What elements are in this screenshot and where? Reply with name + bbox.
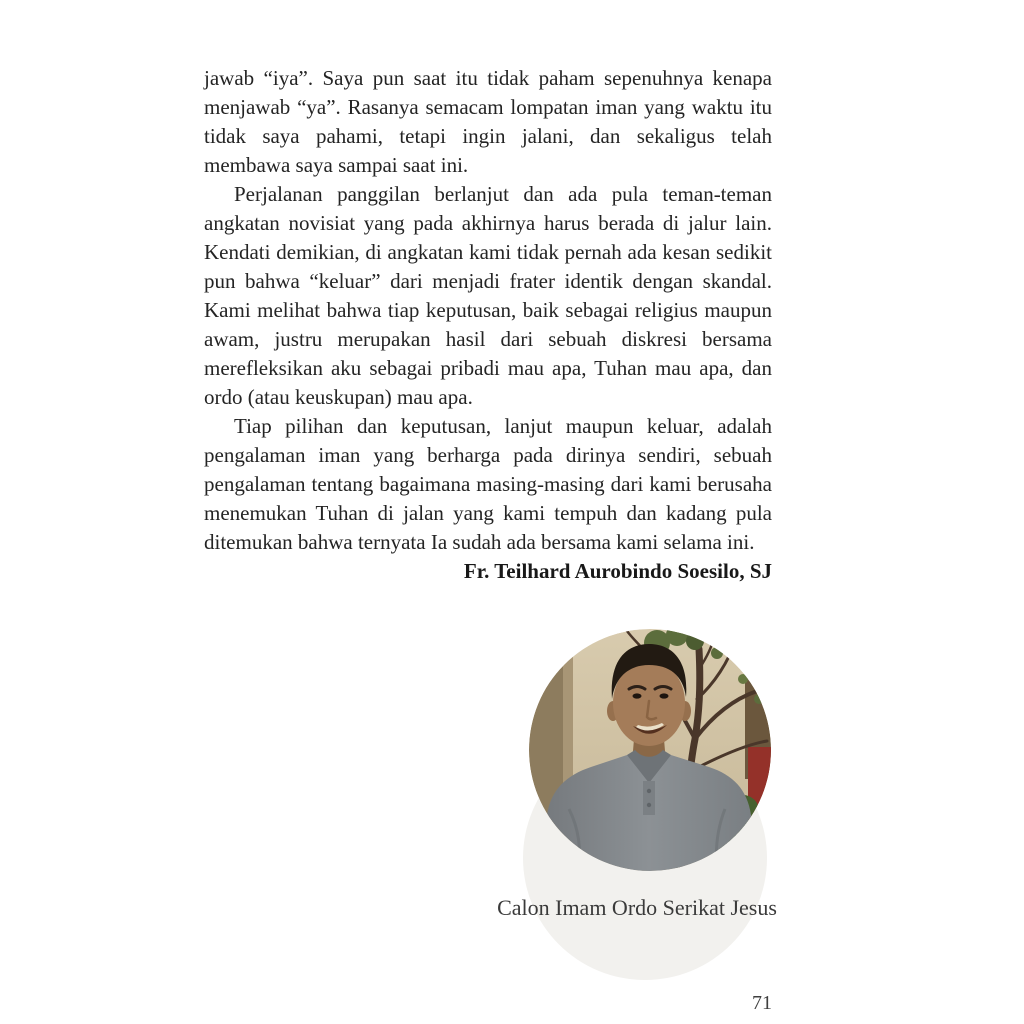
paragraph-1: jawab “iya”. Saya pun saat itu tidak paham sepenuhnya kenapa menjawab “ya”. Rasanya semacam lompatan iman yang waktu itu tidak saya pahami, tetapi ingin jalani, dan sekaligus telah membawa saya sampai saat ini. bbox=[204, 66, 772, 177]
body-text bbox=[204, 64, 772, 586]
portrait-photo bbox=[529, 629, 771, 871]
page-number: 71 bbox=[752, 992, 772, 1014]
author-signature: Fr. Teilhard Aurobindo Soesilo, SJ bbox=[463, 559, 772, 583]
paragraph-3: Tiap pilihan dan keputusan, lanjut maupun keluar, adalah pengalaman iman yang berharga pada dirinya sendiri, sebuah pengalaman tentang bagaimana masing-masing dari kami berusaha menemukan Tuhan di jalan yang kami tempuh dan kadang pula ditemukan bahwa ternyata Ia sudah ada bersama kami selama ini. bbox=[204, 414, 772, 554]
paragraph-2: Perjalanan panggilan berlanjut dan ada pula teman-teman angkatan novisiat yang pada akhirnya harus berada di jalur lain. Kendati demikian, di angkatan kami tidak pernah ada kesan sedikit pun bahwa “keluar” dari menjadi frater identik dengan skandal. Kami melihat bahwa tiap keputusan, baik sebagai religius maupun awam, justru merupakan hasil dari sebuah diskresi bersama merefleksikan aku sebagai pribadi mau apa, Tuhan mau apa, dan ordo (atau keuskupan) mau apa. bbox=[204, 182, 772, 409]
photo-caption: Calon Imam Ordo Serikat Jesus bbox=[497, 895, 777, 920]
